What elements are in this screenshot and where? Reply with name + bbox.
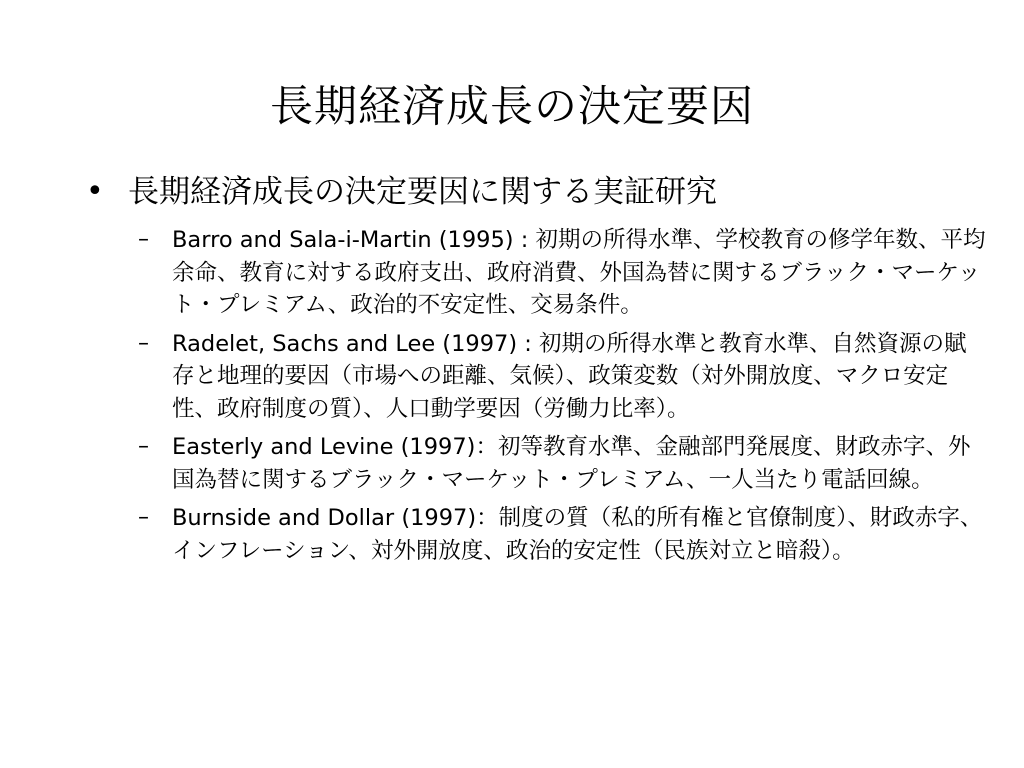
sub-bullet-text: Radelet, Sachs and Lee (1997) : 初期の所得水準と教育水準、自然資源の賦存と地理的要因（市場への距離、気候）、政策変数（対外開放度、マクロ安定性、政府制度の質）、人口動学要因（労働力比率）。 (172, 330, 967, 422)
dash-marker: – (138, 330, 149, 356)
sub-bullet-item (138, 502, 988, 567)
bullet-text: 長期経済成長の決定要因に関する実証研究 (128, 174, 717, 210)
sub-bullet-text: Easterly and Levine (1997)：初等教育水準、金融部門発展度、財政赤字、外国為替に関するブラック・マーケット・プレミアム、一人当たり電話回線。 (172, 434, 971, 493)
sub-bullet-item (138, 328, 988, 426)
sub-bullet-text: Burnside and Dollar (1997)：制度の質（私的所有権と官僚制度）、財政赤字、インフレーション、対外開放度、政治的安定性（民族対立と暗殺）。 (172, 505, 983, 564)
dash-marker: – (138, 227, 149, 252)
sub-bullet-item (138, 431, 988, 496)
slide-title: 長期経済成長の決定要因 (270, 82, 754, 132)
sub-bullet-item (138, 224, 988, 322)
main-bullet (86, 170, 986, 214)
sub-bullet-text: Barro and Sala-i-Martin (1995) : 初期の所得水準、学校教育の修学年数、平均余命、教育に対する政府支出、政府消費、外国為替に関するブラック・マーケット・プレミアム、政治的不安定性、交易条件。 (172, 227, 986, 318)
sub-bullet-list (138, 224, 988, 573)
dash-marker: – (138, 434, 149, 459)
dash-marker: – (138, 505, 149, 530)
bullet-marker: • (86, 174, 104, 209)
